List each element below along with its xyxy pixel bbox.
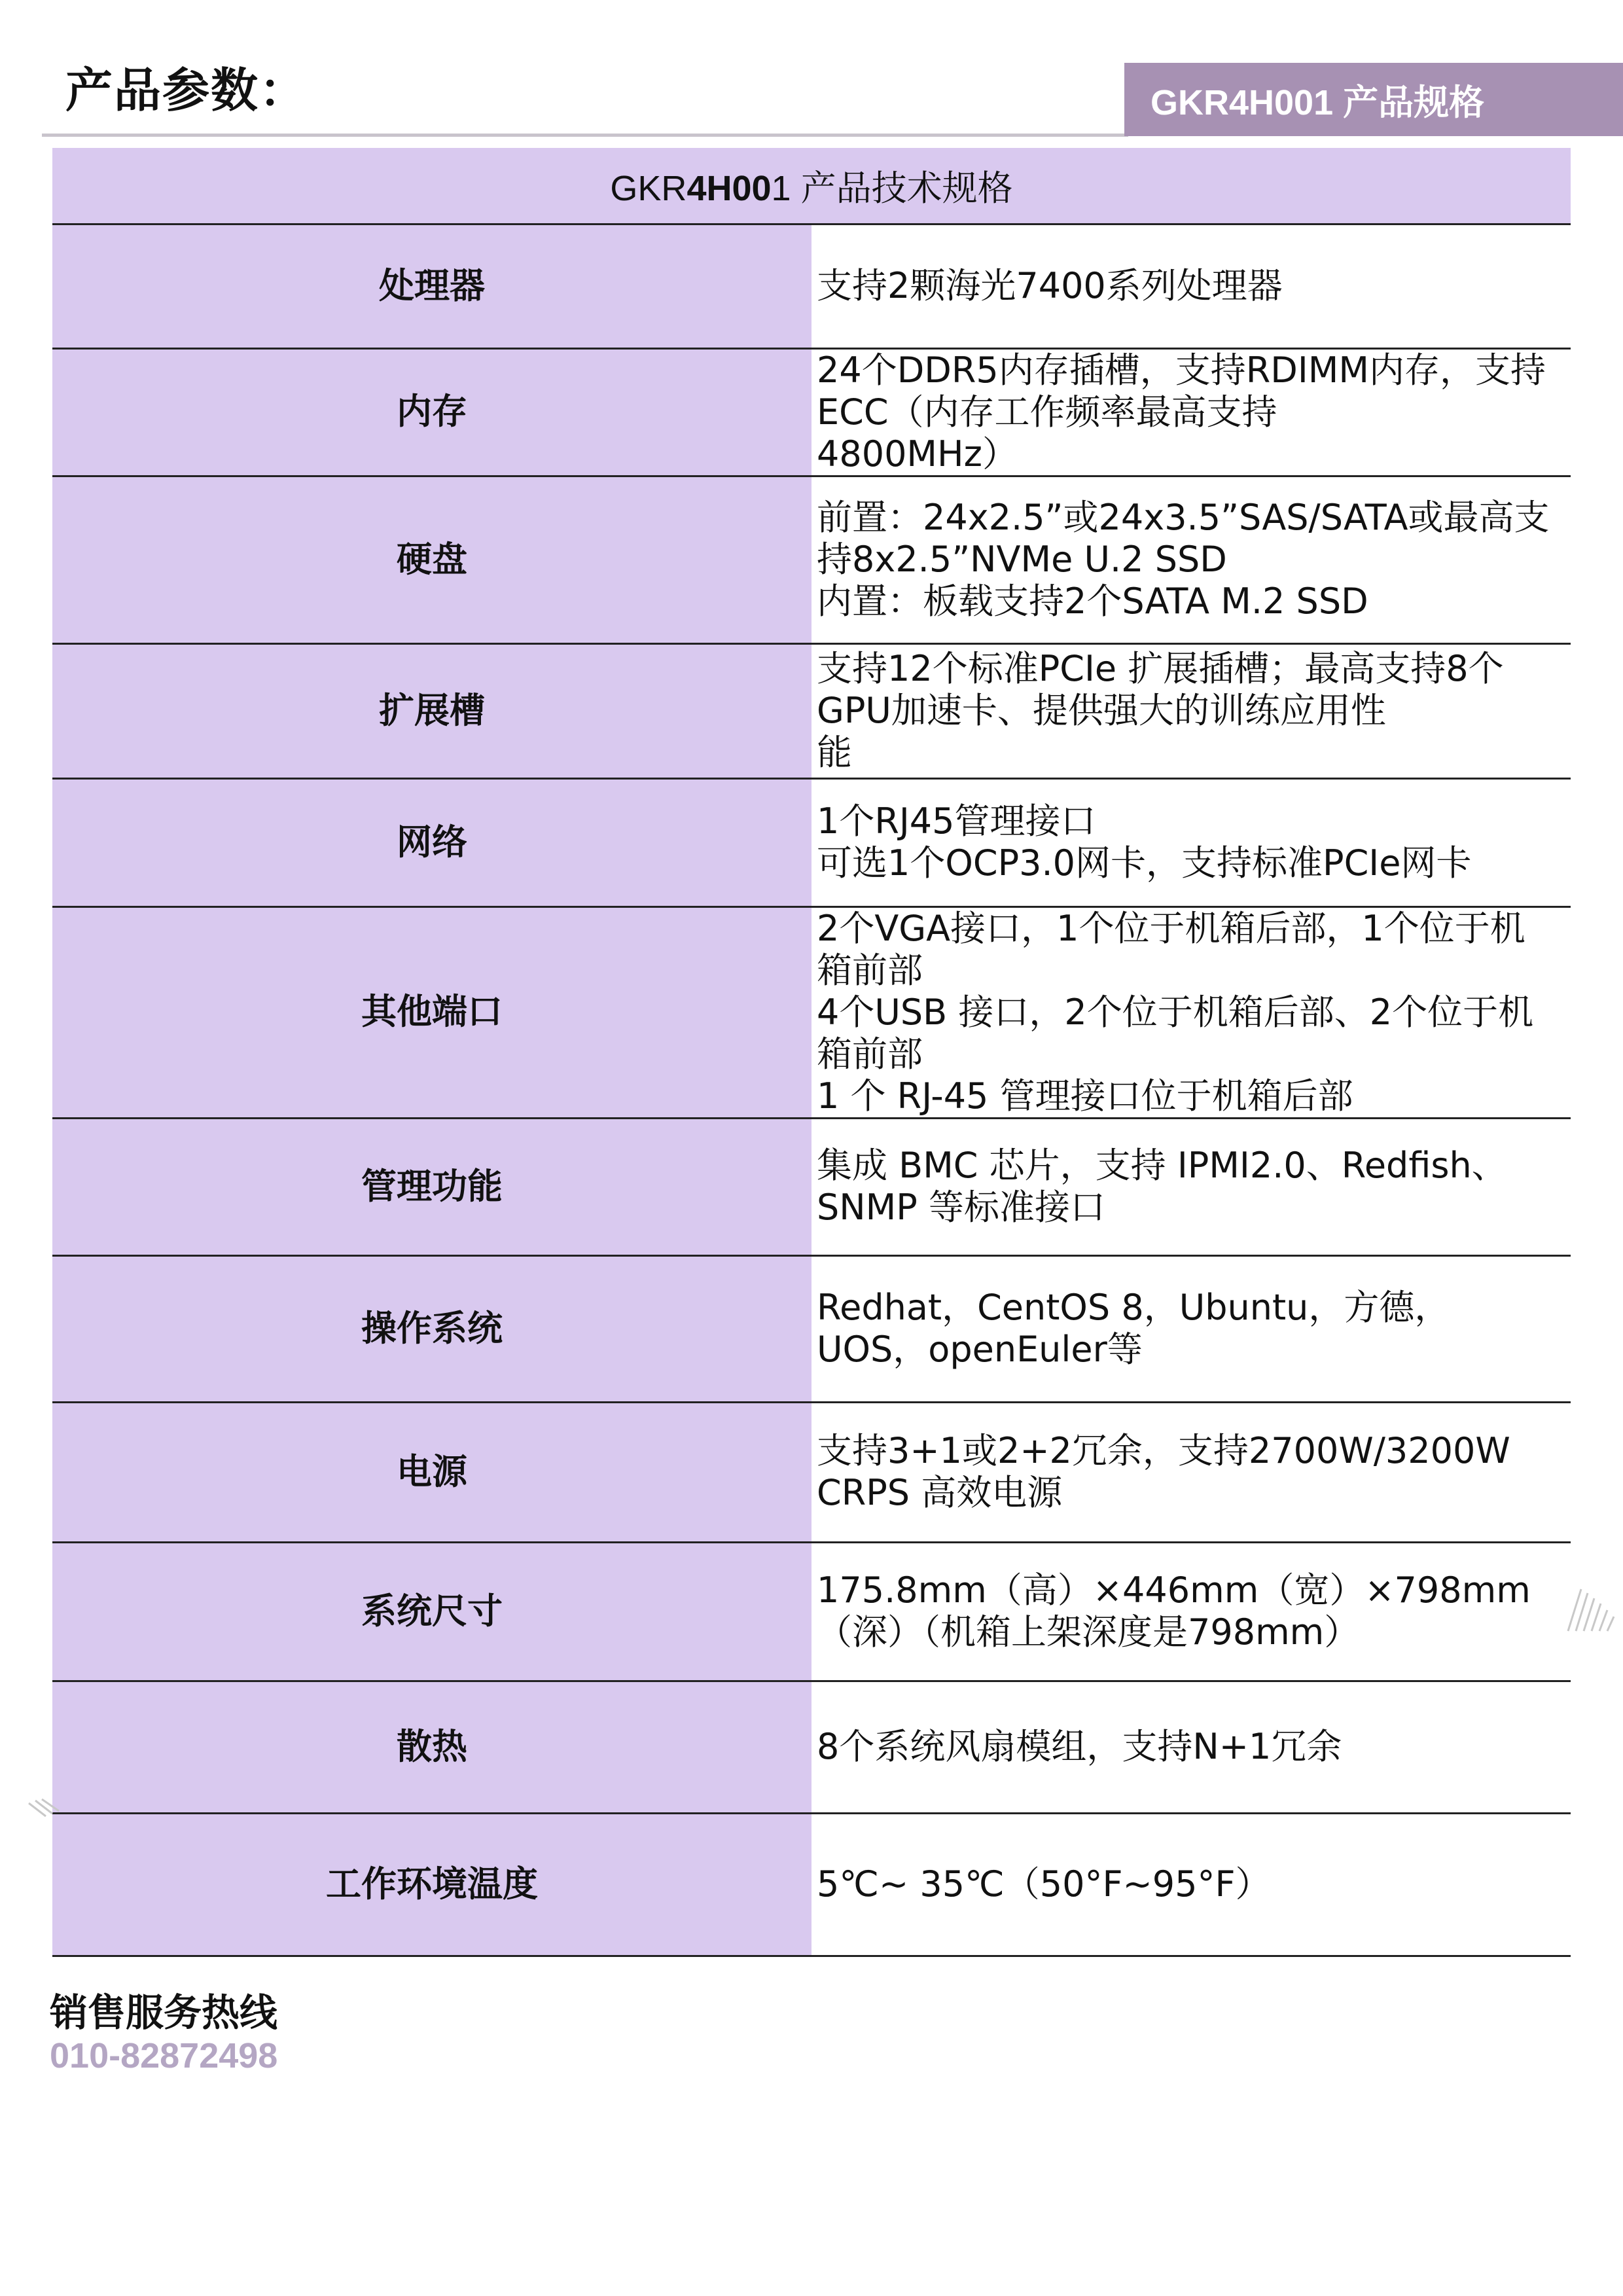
spec-value-line: Redhat，CentOS 8，Ubuntu，方德，UOS，openEuler等	[817, 1287, 1450, 1370]
spec-value	[812, 1542, 1571, 1681]
spec-value	[812, 778, 1571, 906]
spec-value	[812, 1681, 1571, 1813]
spec-value-line: 24个DDR5内存插槽，支持RDIMM内存，支持ECC（内存工作频率最高支持	[817, 349, 1546, 433]
table-row	[52, 1402, 1571, 1542]
table-row	[52, 1813, 1571, 1956]
table-row	[52, 476, 1571, 643]
spec-value	[812, 643, 1571, 778]
spec-value-line: 2个VGA接口，1个位于机箱后部，1个位于机箱前部	[817, 907, 1525, 991]
spec-value-line: 4800MHz）	[817, 433, 1018, 475]
sales-hotline-phone: 010-82872498	[50, 2036, 278, 2075]
spec-value-line: 支持2颗海光7400系列处理器	[817, 265, 1283, 306]
decorative-lines-left	[26, 1797, 65, 1823]
spec-label: 网络	[52, 778, 812, 906]
sales-hotline-title: 销售服务热线	[50, 1990, 278, 2035]
product-badge: GKR4H001 产品规格	[1124, 63, 1623, 136]
spec-label: 系统尺寸	[52, 1542, 812, 1681]
spec-value-line: 4个USB 接口，2个位于机箱后部、2个位于机箱前部	[817, 991, 1534, 1075]
header-divider	[42, 134, 1128, 137]
spec-value-line: 1 个 RJ-45 管理接口位于机箱后部	[817, 1075, 1353, 1117]
spec-label: 处理器	[52, 224, 812, 348]
spec-value-line: 能	[817, 732, 852, 773]
table-row	[52, 1118, 1571, 1255]
table-row	[52, 778, 1571, 906]
table-row	[52, 1542, 1571, 1681]
spec-value-line: 支持12个标准PCIe 扩展插槽；最高支持8个GPU加速卡、提供强大的训练应用性	[817, 648, 1504, 731]
spec-value	[812, 224, 1571, 348]
spec-label: 散热	[52, 1681, 812, 1813]
caption-suffix: 1 产品技术规格	[771, 168, 1013, 208]
spec-value	[812, 1402, 1571, 1542]
spec-value-line: 175.8mm（高）×446mm（宽）×798mm（深）（机箱上架深度是798mm）	[817, 1570, 1531, 1653]
spec-value-line: 前置：24x2.5”或24x3.5”SAS/SATA或最高支持8x2.5”NVMe U.2 SSD	[817, 497, 1550, 580]
spec-value-line: 可选1个OCP3.0网卡，支持标准PCIe网卡	[817, 842, 1472, 884]
spec-label: 扩展槽	[52, 643, 812, 778]
table-row	[52, 224, 1571, 348]
table-caption-row	[52, 148, 1571, 224]
table-row	[52, 1681, 1571, 1813]
spec-value	[812, 906, 1571, 1118]
spec-label: 其他端口	[52, 906, 812, 1118]
table-row	[52, 1255, 1571, 1402]
spec-value	[812, 1813, 1571, 1956]
spec-label: 工作环境温度	[52, 1813, 812, 1956]
decorative-lines-right	[1564, 1584, 1623, 1636]
spec-value-line: 支持3+1或2+2冗余，支持2700W/3200W CRPS 高效电源	[817, 1430, 1510, 1513]
table-caption	[52, 148, 1571, 224]
spec-value-line: 8个系统风扇模组，支持N+1冗余	[817, 1726, 1342, 1767]
spec-label: 电源	[52, 1402, 812, 1542]
spec-value	[812, 348, 1571, 476]
caption-prefix: GKR	[610, 168, 687, 208]
spec-value	[812, 1255, 1571, 1402]
table-row	[52, 643, 1571, 778]
spec-label: 管理功能	[52, 1118, 812, 1255]
page-title: 产品参数：	[65, 63, 308, 118]
spec-table	[52, 148, 1571, 1957]
spec-label: 操作系统	[52, 1255, 812, 1402]
spec-value	[812, 476, 1571, 643]
spec-label: 硬盘	[52, 476, 812, 643]
spec-value	[812, 1118, 1571, 1255]
spec-value-line: 1个RJ45管理接口	[817, 800, 1096, 842]
spec-value-line: 5℃~ 35℃（50°F~95°F）	[817, 1863, 1271, 1905]
table-row	[52, 348, 1571, 476]
table-row	[52, 906, 1571, 1118]
spec-value-line: 集成 BMC 芯片，支持 IPMI2.0、Redfish、SNMP 等标准接口	[817, 1145, 1507, 1228]
spec-value-line: 内置：板载支持2个SATA M.2 SSD	[817, 581, 1368, 622]
spec-label: 内存	[52, 348, 812, 476]
caption-model: 4H00	[687, 168, 772, 208]
